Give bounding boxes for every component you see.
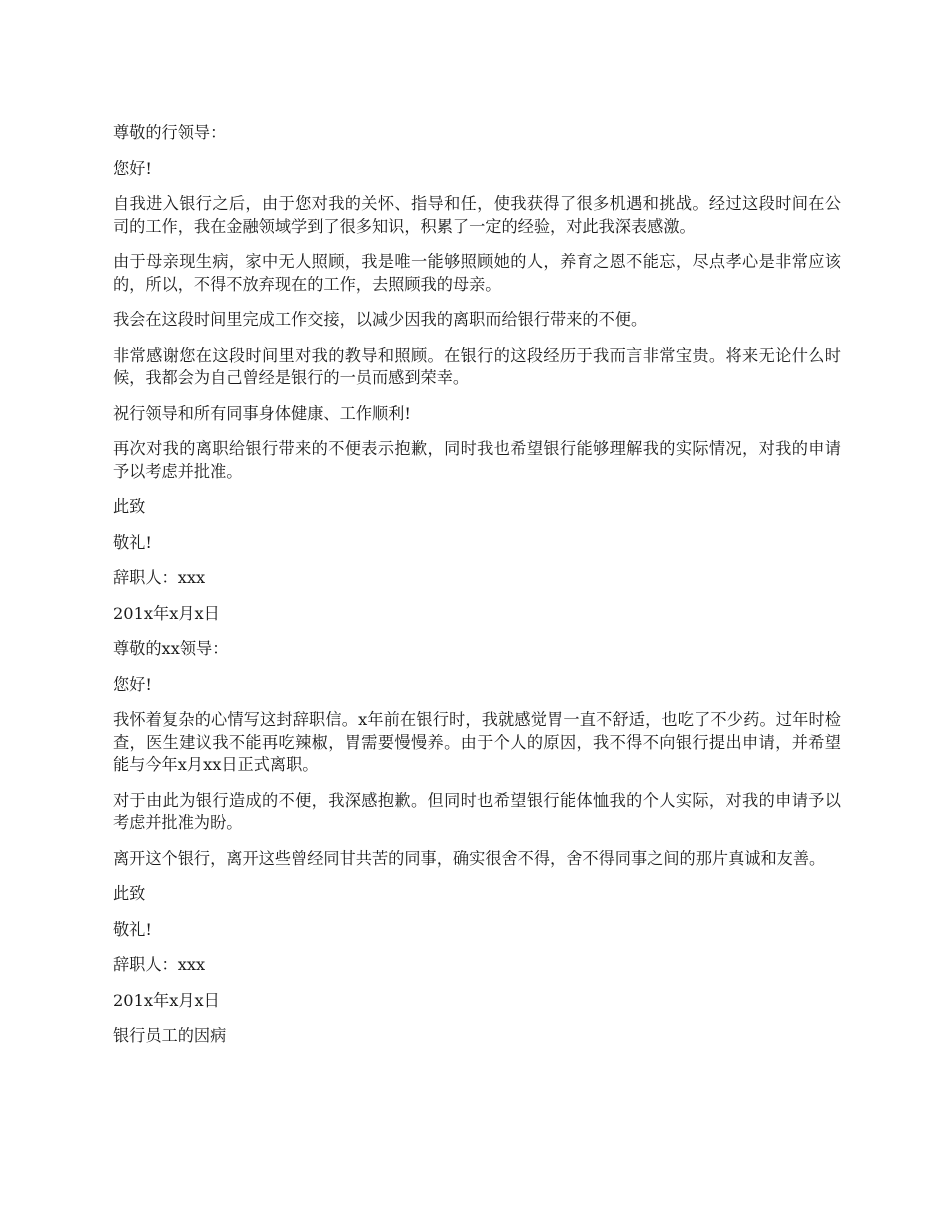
date: 201x年x月x日 (113, 603, 220, 623)
paragraph: 离开这个银行，离开这些曾经同甘共苦的同事，确实很舍不得，舍不得同事之间的那片真诚和友善。 (113, 848, 826, 868)
paragraph: 祝行领导和所有同事身体健康、工作顺利! (113, 403, 411, 423)
closing-line: 敬礼! (113, 919, 152, 939)
document-body (113, 122, 841, 1061)
closing-line: 此致 (113, 497, 146, 516)
paragraph: 由于母亲现生病，家中无人照顾，我是唯一能够照顾她的人，养育之恩不能忘，尽点孝心是非常应该的，所以，不得不放弃现在的工作，去照顾我的母亲。 (113, 252, 841, 294)
paragraph: 我怀着复杂的心情写这封辞职信。x年前在银行时，我就感觉胃一直不舒适，也吃了不少药。过年时检查，医生建议我不能再吃辣椒，胃需要慢慢养。由于个人的原因，我不得不向银行提出申请，并希望能与今年x月xx日正式离职。 (113, 710, 841, 774)
closing-line: 此致 (113, 884, 146, 903)
greeting: 您好! (113, 674, 152, 694)
paragraph: 非常感谢您在这段时间里对我的教导和照顾。在银行的这段经历于我而言非常宝贵。将来无论什么时候，我都会为自己曾经是银行的一员而感到荣幸。 (113, 345, 841, 387)
signer: 辞职人：xxx (113, 568, 206, 587)
date: 201x年x月x日 (113, 990, 220, 1010)
paragraph: 再次对我的离职给银行带来的不便表示抱歉，同时我也希望银行能够理解我的实际情况，对我的申请予以考虑并批准。 (113, 439, 841, 481)
paragraph: 自我进入银行之后，由于您对我的关怀、指导和任，使我获得了很多机遇和挑战。经过这段时间在公司的工作，我在金融领域学到了很多知识，积累了一定的经验，对此我深表感激。 (113, 194, 841, 236)
salutation: 尊敬的行领导： (113, 123, 227, 142)
paragraph: 我会在这段时间里完成工作交接，以减少因我的离职而给银行带来的不便。 (113, 310, 648, 329)
closing-line: 敬礼! (113, 532, 152, 552)
greeting: 您好! (113, 158, 152, 178)
signer: 辞职人：xxx (113, 955, 206, 974)
section-title: 银行员工的因病 (113, 1026, 227, 1045)
paragraph: 对于由此为银行造成的不便，我深感抱歉。但同时也希望银行能体恤我的个人实际，对我的申请予以考虑并批准为盼。 (113, 790, 841, 832)
salutation: 尊敬的xx领导： (113, 639, 229, 658)
